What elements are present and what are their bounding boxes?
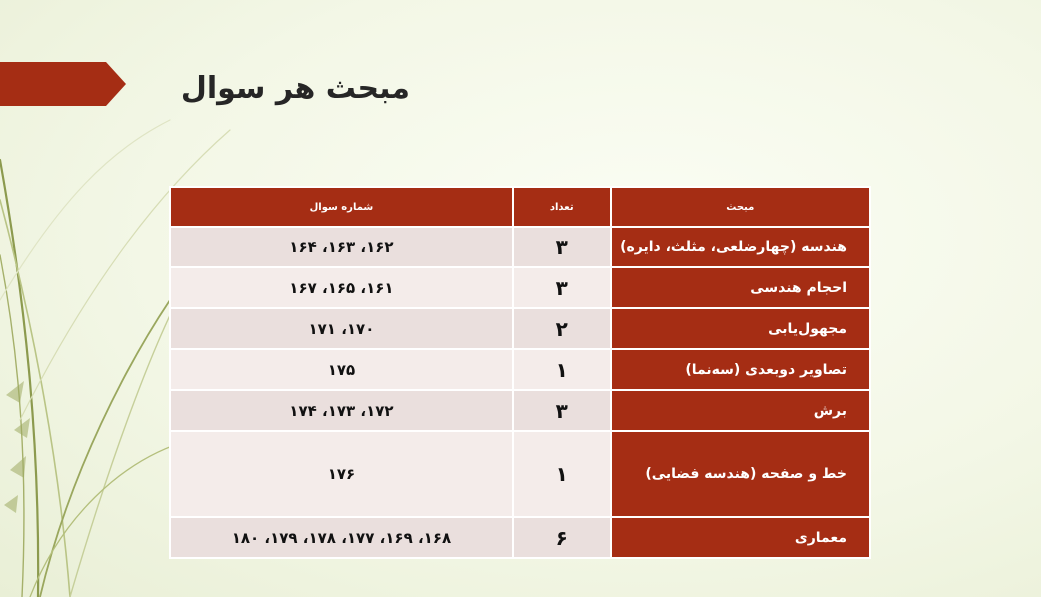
header-question-numbers: شماره سوال <box>170 187 513 227</box>
row-topic: مجهول‌یابی <box>611 308 870 349</box>
row-count: ۳ <box>513 390 611 431</box>
row-count: ۶ <box>513 517 611 558</box>
row-count: ۳ <box>513 267 611 308</box>
row-topic: برش <box>611 390 870 431</box>
header-topic: مبحث <box>611 187 870 227</box>
table-row <box>170 517 870 558</box>
header-count: تعداد <box>513 187 611 227</box>
row-count: ۲ <box>513 308 611 349</box>
table-row <box>170 227 870 267</box>
row-question-numbers: ۱۶۲، ۱۶۳، ۱۶۴ <box>170 227 513 267</box>
table-header-row <box>170 187 870 227</box>
table-row <box>170 349 870 390</box>
slide-title: مبحث هر سوال <box>180 71 410 106</box>
topics-table <box>169 186 871 559</box>
table-row <box>170 431 870 517</box>
row-topic: تصاویر دوبعدی (سه‌نما) <box>611 349 870 390</box>
row-question-numbers: ۱۷۵ <box>170 349 513 390</box>
row-question-numbers: ۱۶۱، ۱۶۵، ۱۶۷ <box>170 267 513 308</box>
row-topic: احجام هندسی <box>611 267 870 308</box>
row-topic: هندسه (چهارضلعی، مثلث، دایره) <box>611 227 870 267</box>
table-row <box>170 308 870 349</box>
row-topic: معماری <box>611 517 870 558</box>
row-count: ۱ <box>513 431 611 517</box>
row-question-numbers: ۱۷۶ <box>170 431 513 517</box>
row-question-numbers: ۱۷۲، ۱۷۳، ۱۷۴ <box>170 390 513 431</box>
row-count: ۱ <box>513 349 611 390</box>
title-accent-bar <box>0 62 128 106</box>
table-row <box>170 390 870 431</box>
row-question-numbers: ۱۷۰، ۱۷۱ <box>170 308 513 349</box>
table-row <box>170 267 870 308</box>
row-question-numbers: ۱۶۸، ۱۶۹، ۱۷۷، ۱۷۸، ۱۷۹، ۱۸۰ <box>170 517 513 558</box>
row-topic: خط و صفحه (هندسه فضایی) <box>611 431 870 517</box>
row-count: ۳ <box>513 227 611 267</box>
